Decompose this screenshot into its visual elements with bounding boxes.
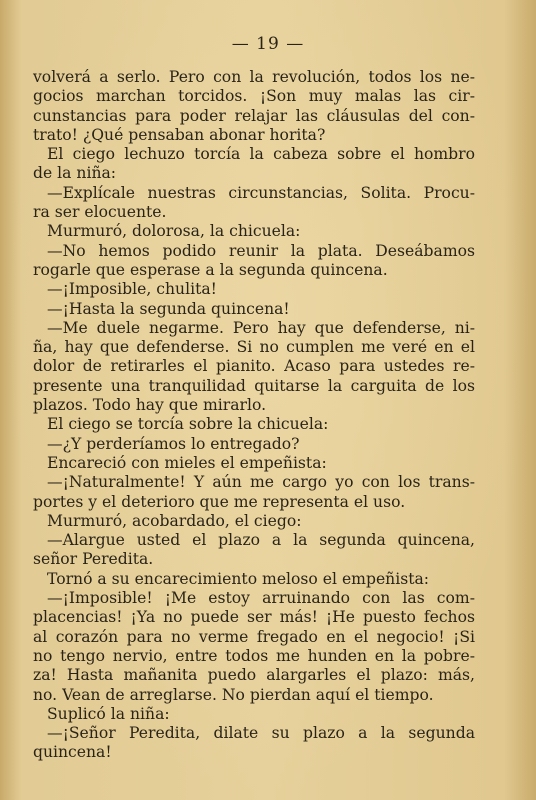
paragraph <box>33 705 475 724</box>
paragraph <box>33 435 475 454</box>
text-line: Suplicó la niña: <box>47 704 170 723</box>
paragraph <box>33 589 475 705</box>
text-line: placencias! ¡Ya no puede ser más! ¡He puesto fechos <box>33 608 475 627</box>
text-line: dolor de retirarles el pianito. Acaso para ustedes re- <box>33 357 475 376</box>
paragraph <box>33 454 475 473</box>
text-line: za! Hasta mañanita puedo alargarles el plazo: más, <box>33 666 475 685</box>
text-line: volverá a serlo. Pero con la revolución, todos los ne- <box>33 68 475 86</box>
text-line: no. Vean de arreglarse. No pierdan aquí el tiempo. <box>33 685 434 704</box>
text-line: de la niña: <box>33 164 117 183</box>
text-line: quincena! <box>33 743 112 762</box>
paragraph <box>33 570 475 589</box>
text-line: al corazón para no verme fregado en el negocio! ¡Si <box>33 627 475 646</box>
text-line: Murmuró, dolorosa, la chicuela: <box>47 222 301 241</box>
text-line: Encareció con mieles el empeñista: <box>47 453 327 472</box>
text-line: presente una tranquilidad quitarse la carguita de los <box>33 376 475 395</box>
paragraph <box>33 280 475 299</box>
text-line: —¡Hasta la segunda quincena! <box>47 299 290 318</box>
text-line: cunstancias para poder relajar las cláusulas del con- <box>33 106 475 125</box>
text-line: —Me duele negarme. Pero hay que defenderse, ni- <box>47 318 475 337</box>
text-line: no tengo nervio, entre todos me hunden en la pobre- <box>33 646 475 665</box>
text-line: ña, hay que defenderse. Si no cumplen me veré en el <box>33 338 475 357</box>
text-line: —¡Imposible! ¡Me estoy arruinando con las com- <box>47 589 475 608</box>
paragraph <box>33 724 475 763</box>
text-line: El ciego lechuzo torcía la cabeza sobre el hombro <box>47 145 475 164</box>
text-line: gocios marchan torcidos. ¡Son muy malas las cir- <box>33 87 475 106</box>
paragraph <box>33 473 475 512</box>
paragraph <box>33 222 475 241</box>
text-line: —¡Naturalmente! Y aún me cargo yo con los trans- <box>47 473 475 492</box>
text-line: Tornó a su encarecimiento meloso el empeñista: <box>47 569 430 588</box>
text-line: —No hemos podido reunir la plata. Deseábamos <box>47 241 475 260</box>
text-line: plazos. Todo hay que mirarlo. <box>33 396 267 415</box>
text-line: Murmuró, acobardado, el ciego: <box>47 511 302 530</box>
paragraph <box>33 319 475 415</box>
paragraph <box>33 531 475 570</box>
paragraph <box>33 300 475 319</box>
text-line: señor Peredita. <box>33 550 154 569</box>
text-line: portes y el deterioro que me representa el uso. <box>33 492 406 511</box>
body-text <box>33 68 475 763</box>
page-number: — 19 — <box>231 34 305 54</box>
text-line: —¿Y perderíamos lo entregado? <box>47 434 300 453</box>
paragraph <box>33 242 475 281</box>
text-line: —¡Señor Peredita, dilate su plazo a la segunda <box>47 724 475 743</box>
text-line: ra ser elocuente. <box>33 203 167 222</box>
text-line: —¡Imposible, chulita! <box>47 280 217 299</box>
paragraph <box>33 184 475 223</box>
text-line: El ciego se torcía sobre la chicuela: <box>47 415 329 434</box>
paragraph <box>33 145 475 184</box>
paragraph <box>33 415 475 434</box>
text-line: trato! ¿Qué pensaban abonar horita? <box>33 125 326 144</box>
text-line: —Explícale nuestras circunstancias, Solita. Procu- <box>47 183 475 202</box>
paragraph <box>33 512 475 531</box>
text-line: rogarle que esperase a la segunda quincena. <box>33 260 388 279</box>
text-line: —Alargue usted el plazo a la segunda quincena, <box>47 531 475 550</box>
paragraph <box>33 68 475 145</box>
